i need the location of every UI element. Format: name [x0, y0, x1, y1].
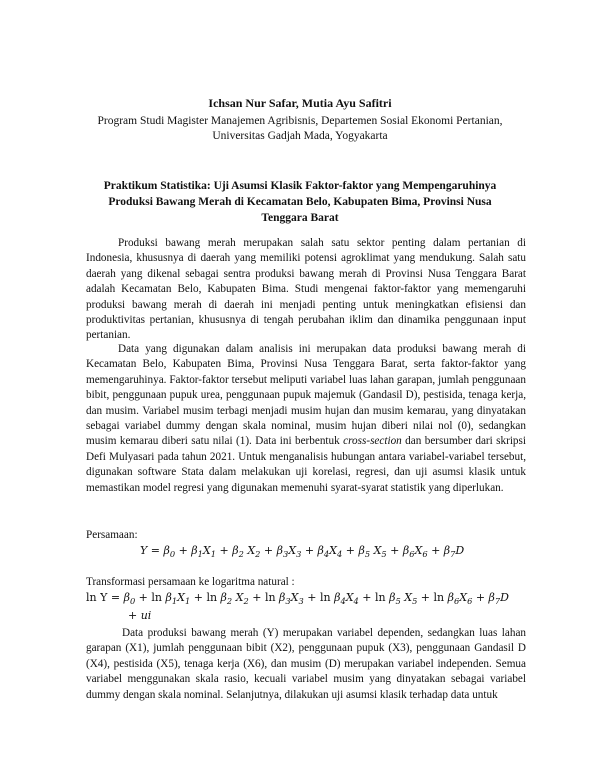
paragraph-data-part1: Data yang digunakan dalam analisis ini merupakan data produksi bawang merah di Kecamatan Belo, Kabupaten Bima, Provinsi Nusa Tenggara Barat, serta faktor-faktor yang memengaruhinya. Faktor-faktor tersebut meliputi variabel luas lahan garapan, jumlah penggunaan bibit, penggunaan pupuk urea, penggunaan pupuk majemuk (Gandasil D), pestisida, tenaga kerja, dan musim. Variabel musim terbagi menjadi musim hujan dan musim kemarau, yang dinyatakan sebagai variabel dummy dengan skala nominal, musim hujan diberi nilai nol (0), sedangkan musim kemarau diberi satu nilai (1). Data ini berbentuk	[86, 343, 526, 448]
paragraph-data-part2: dan bersumber dari skripsi Defi Mulyasari pada tahun 2021. Untuk menganalisis hubungan antara variabel-variabel tersebut, digunakan software Stata dalam melakukan uji korelasi, regresi, dan uji asumsi klasik untuk memastikan model regresi yang digunakan memenuhi syarat-syarat statistik yang diperlukan.	[86, 435, 526, 494]
regression-equation: $Y = \beta_0 + \beta_1X_1 + \beta_2$ $X_2 + \beta_3X_3 + \beta_4X_4 + \beta_5$ $X_5 + \beta_6X_6 + \beta_7D$	[140, 544, 465, 560]
equation-label: Persamaan:	[86, 529, 138, 541]
cross-section-term: cross-section	[343, 435, 402, 448]
affiliation-line-2: Universitas Gadjah Mada, Yogyakarta	[212, 130, 388, 142]
paragraph-data	[86, 342, 526, 496]
paragraph-variables: Data produksi bawang merah (Y) merupakan variabel dependen, sedangkan luas lahan garapan (X1), jumlah penggunaan bibit (X2), penggunaan pupuk (X3), penggunaan Gandasil D (X4), pestisida (X5), tenaga kerja (X6), dan musim (D) merupakan variabel independen. Semua variabel menggunakan skala rasio, kecuali variabel musim yang dinyatakan sebagai variabel dummy dengan skala nominal. Selanjutnya, dilakukan uji asumsi klasik terhadap data untuk	[86, 627, 526, 701]
paragraph-intro: Produksi bawang merah merupakan salah satu sektor penting dalam pertanian di Indonesia, khususnya di daerah yang memiliki potensi agroklimat yang mendukung. Salah satu daerah yang dikenal sebagai sentra produksi bawang merah di Provinsi Nusa Tenggara Barat adalah Kecamatan Belo, Kabupaten Bima. Studi mengenai faktor-faktor yang memengaruhi produksi bawang merah di daerah ini menjadi penting untuk meningkatkan efisiensi dan produktivitas pertanian, khususnya di tengah perubahan iklim dan dinamika penggunaan input pertanian.	[86, 237, 526, 342]
log-equation-line-2: + ui	[128, 609, 152, 622]
transform-label: Transformasi persamaan ke logaritma natural :	[86, 576, 295, 588]
log-equation-line-1: $\ln Y = \beta_0 + \ln \beta_1X_1 + \ln \beta_2$ $X_2 + \ln \beta_3X_3 + \ln \beta_4X_4 + \ln \beta_5$ $X_5 + \ln \beta_6X_6 + \beta_7D$	[86, 591, 509, 607]
author-names: Ichsan Nur Safar, Mutia Ayu Safitri	[208, 96, 392, 110]
affiliation-line-1: Program Studi Magister Manajemen Agribisnis, Departemen Sosial Ekonomi Pertanian,	[97, 115, 503, 127]
document-title: Praktikum Statistika: Uji Asumsi Klasik Faktor-faktor yang Mempengaruhinya Produksi Bawang Merah di Kecamatan Belo, Kabupaten Bima, Provinsi Nusa Tenggara Barat	[103, 180, 497, 224]
